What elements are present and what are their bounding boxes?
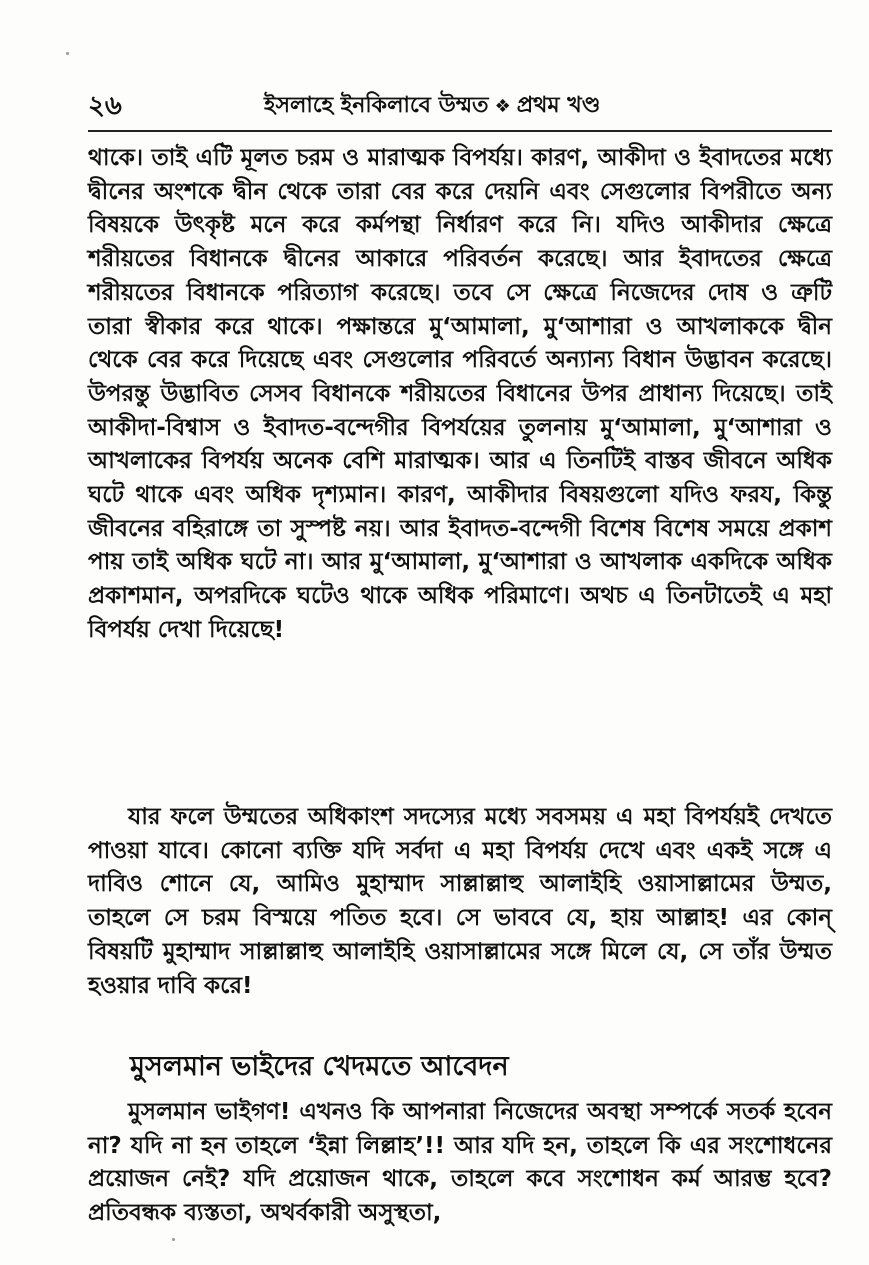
paragraph-3-text: মুসলমান ভাইগণ! এখনও কি আপনারা নিজেদের অবস্থা সম্পর্কে সতর্ক হবেন না? যদি না হন তাহলে ‘ইন্না লিল্লাহ’!! আর যদি হন, তাহলে কি এর সংশোধনের প্রয়োজন নেই? যদি প্রয়োজন থাকে, তাহলে কবে সংশোধন কর্ম আরম্ভ হবে? প্রতিবন্ধক ব্যস্ততা, অথর্বকারী অসুস্থতা, (88, 1099, 832, 1227)
header-divider (88, 130, 832, 132)
page-header (88, 88, 832, 124)
ornament-separator-icon: ❖ (494, 96, 511, 117)
paragraph-3 (88, 1096, 832, 1231)
running-title (264, 92, 600, 121)
volume-label: প্রথম খণ্ড (516, 93, 601, 118)
page-number: ২৬ (88, 91, 122, 121)
section-heading: মুসলমান ভাইদের খেদমতে আবেদন (130, 1051, 509, 1082)
paragraph-2-text: যার ফলে উম্মতের অধিকাংশ সদস্যের মধ্যে সবসময় এ মহা বিপর্যয়ই দেখতে পাওয়া যাবে। কোনো ব্যক্তি যদি সর্বদা এ মহা বিপর্যয় দেখে এবং একই সঙ্গে এ দাবিও শোনে যে, আমিও মুহাম্মাদ সাল্লাল্লাহু আলাইহি ওয়াসাল্লামের উম্মত, তাহলে সে চরম বিস্ময়ে পতিত হবে। সে ভাববে যে, হায় আল্লাহ! এর কোন্ বিষয়টি মুহাম্মাদ সাল্লাল্লাহু আলাইহি ওয়াসাল্লামের সঙ্গে মিলে যে, সে তাঁর উম্মত হওয়ার দাবি করে! (88, 804, 832, 999)
paragraph-2 (88, 801, 832, 1003)
scan-speck (66, 52, 69, 55)
paragraph-1 (88, 142, 832, 648)
book-title: ইসলাহে ইনকিলাবে উম্মত (264, 93, 489, 118)
scan-speck (172, 1238, 175, 1241)
paragraph-1-text: থাকে। তাই এটি মূলত চরম ও মারাত্মক বিপর্যয়। কারণ, আকীদা ও ইবাদতের মধ্যে দ্বীনের অংশকে দ্বীন থেকে তারা বের করে দেয়নি এবং সেগুলোর বিপরীতে অন্য বিষয়কে উৎকৃষ্ট মনে করে কর্মপন্থা নির্ধারণ করে নি। যদিও আকীদার ক্ষেত্রে শরীয়তের বিধানকে দ্বীনের আকারে পরিবর্তন করেছে। আর ইবাদতের ক্ষেত্রে শরীয়তের বিধানকে পরিত্যাগ করেছে। তবে সে ক্ষেত্রে নিজেদের দোষ ও ত্রুটি তারা স্বীকার করে থাকে। পক্ষান্তরে মু‘আমালা, মু‘আশারা ও আখলাককে দ্বীন থেকে বের করে দিয়েছে এবং সেগুলোর পরিবর্তে অন্যান্য বিধান উদ্ভাবন করেছে। উপরন্তু উদ্ভাবিত সেসব বিধানকে শরীয়তের বিধানের উপর প্রাধান্য দিয়েছে। তাই আকীদা-বিশ্বাস ও ইবাদত-বন্দেগীর বিপর্যয়ের তুলনায় মু‘আমালা, মু‘আশারা ও আখলাকের বিপর্যয় অনেক বেশি মারাত্মক। আর এ তিনটিই বাস্তব জীবনে অধিক ঘটে থাকে এবং অধিক দৃশ্যমান। কারণ, আকীদার বিষয়গুলো যদিও ফরয, কিন্তু জীবনের বহিরাঙ্গে তা সুস্পষ্ট নয়। আর ইবাদত-বন্দেগী বিশেষ বিশেষ সময়ে প্রকাশ পায় তাই অধিক ঘটে না। আর মু‘আমালা, মু‘আশারা ও আখলাক একদিকে অধিক প্রকাশমান, অপরদিকে ঘটেও থাকে অধিক পরিমাণে। অথচ এ তিনটাতেই এ মহা বিপর্যয় দেখা দিয়েছে! (88, 145, 832, 643)
